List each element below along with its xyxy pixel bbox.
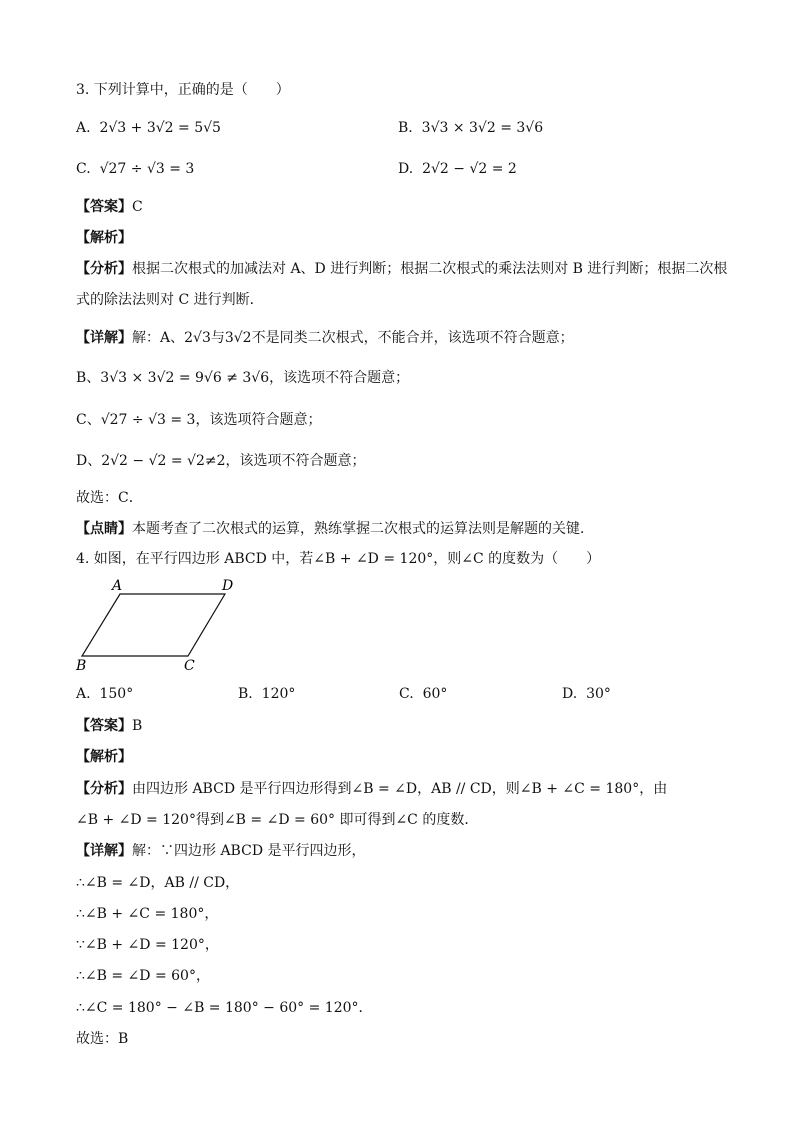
option-expr: 3√3 × 3√2 = 3√6 — [421, 120, 544, 136]
option-label: C. — [76, 161, 91, 177]
detail-tag: 【详解】 — [76, 330, 132, 346]
q3-detail-a — [76, 328, 574, 348]
option-expr: 2√3 + 3√2 = 5√5 — [99, 120, 221, 136]
q4-stem: 4. 如图，在平行四边形 ABCD 中，若∠B + ∠D = 120°，则∠C 的度数为（ ） — [76, 551, 601, 567]
q4-step-2: ∴∠B + ∠C = 180°， — [76, 906, 219, 922]
answer-tag: 【答案】 — [76, 718, 132, 734]
fenxi-tag: 【分析】 — [76, 781, 132, 797]
q4-option-c[interactable] — [399, 684, 447, 704]
vertex-label-a: A — [112, 578, 123, 594]
vertex-label-c: C — [184, 658, 195, 672]
q4-option-a[interactable] — [76, 684, 133, 704]
q3-stem: 3. 下列计算中，正确的是（ ） — [76, 82, 290, 98]
q4-fenxi-line-1 — [76, 779, 667, 799]
q4-choose: 故选：B — [76, 1031, 129, 1047]
option-label: A. — [76, 686, 91, 702]
option-label: D. — [398, 161, 414, 177]
q3-detail-c: C、√27 ÷ √3 = 3，该选项符合题意； — [76, 412, 322, 428]
option-label: A. — [76, 120, 91, 136]
parallelogram-shape — [82, 594, 225, 656]
option-expr: √27 ÷ √3 = 3 — [99, 161, 195, 177]
q3-comment — [76, 519, 594, 539]
q3-analysis-tag: 【解析】 — [76, 230, 132, 246]
option-value: 30° — [586, 686, 611, 702]
q3-option-b[interactable] — [398, 118, 543, 138]
q3-detail-d: D、2√2 − √2 = √2≠2，该选项不符合题意； — [76, 453, 366, 469]
option-expr: 2√2 − √2 = 2 — [422, 161, 517, 177]
detail-text: 解：A、2√3与3√2不是同类二次根式，不能合并，该选项不符合题意； — [132, 330, 574, 346]
parallelogram-figure — [70, 576, 250, 672]
q3-option-c[interactable] — [76, 159, 194, 179]
q3-fenxi-line-2: 式的除法法则对 C 进行判断． — [76, 292, 264, 308]
q3-option-d[interactable] — [398, 159, 517, 179]
q3-detail-b: B、3√3 × 3√2 = 9√6 ≠ 3√6，该选项不符合题意； — [76, 370, 410, 386]
q3-fenxi-line-1 — [76, 259, 727, 279]
q4-fenxi-line-2: ∠B + ∠D = 120°得到∠B = ∠D = 60° 即可得到∠C 的度数． — [76, 812, 479, 828]
q4-detail-0 — [76, 841, 366, 861]
answer-value: C — [132, 199, 143, 215]
q4-answer — [76, 716, 142, 736]
q4-option-d[interactable] — [562, 684, 611, 704]
q4-analysis-tag: 【解析】 — [76, 749, 132, 765]
answer-tag: 【答案】 — [76, 199, 132, 215]
q4-option-b[interactable] — [238, 684, 295, 704]
vertex-label-b: B — [76, 658, 87, 672]
q3-option-a[interactable] — [76, 118, 221, 138]
option-label: D. — [562, 686, 578, 702]
fenxi-text: 根据二次根式的加减法对 A、D 进行判断；根据二次根式的乘法法则对 B 进行判断；根据二次根 — [132, 261, 728, 277]
q4-step-4: ∴∠B = ∠D = 60°， — [76, 968, 210, 984]
fenxi-text: 由四边形 ABCD 是平行四边形得到∠B = ∠D，AB // CD，则∠B + ∠C = 180°，由 — [132, 781, 668, 797]
comment-text: 本题考查了二次根式的运算，熟练掌握二次根式的运算法则是解题的关键． — [132, 521, 594, 537]
detail-text: 解：∵四边形 ABCD 是平行四边形， — [132, 843, 366, 859]
q4-step-1: ∴∠B = ∠D，AB // CD， — [76, 875, 240, 891]
option-label: C. — [399, 686, 414, 702]
comment-tag: 【点睛】 — [76, 521, 132, 537]
option-value: 60° — [422, 686, 448, 702]
q3-choose: 故选：C． — [76, 490, 143, 506]
q4-step-3: ∵∠B + ∠D = 120°， — [76, 937, 219, 953]
option-label: B. — [398, 120, 413, 136]
vertex-label-d: D — [222, 578, 234, 594]
fenxi-tag: 【分析】 — [76, 261, 132, 277]
detail-tag: 【详解】 — [76, 843, 132, 859]
option-label: B. — [238, 686, 253, 702]
q3-answer — [76, 197, 143, 217]
option-value: 120° — [261, 686, 296, 702]
q4-step-5: ∴∠C = 180° − ∠B = 180° − 60° = 120°． — [76, 1000, 373, 1016]
option-value: 150° — [99, 686, 134, 702]
answer-value: B — [132, 718, 143, 734]
